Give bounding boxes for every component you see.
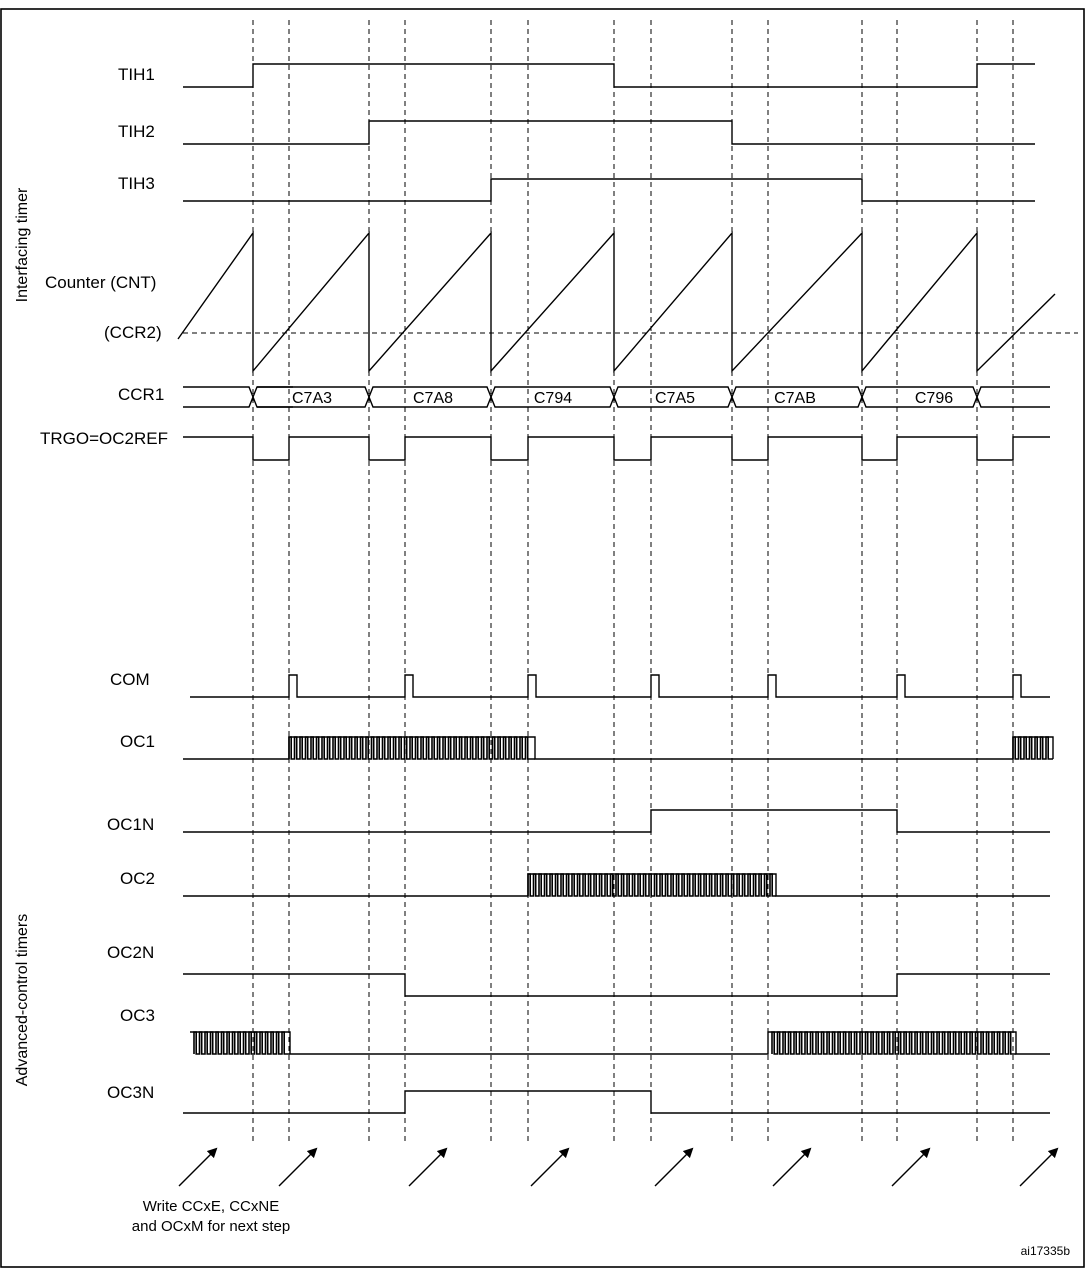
write-step-arrow-icon — [179, 1149, 216, 1186]
oc2-pwm-burst — [528, 874, 776, 896]
com-label: COM — [110, 670, 150, 689]
oc1-pwm-burst — [289, 737, 535, 759]
counter-sawtooth — [178, 233, 1055, 371]
write-step-arrow-icon — [892, 1149, 929, 1186]
ccr1-bus-top — [183, 387, 293, 407]
guide-lines — [253, 20, 1013, 1145]
tih1-label: TIH1 — [118, 65, 155, 84]
ccr1-value: C7A5 — [654, 390, 696, 407]
ccr1-value: C7AB — [774, 390, 816, 407]
write-step-arrow-icon — [773, 1149, 810, 1186]
oc2n-label: OC2N — [107, 943, 155, 962]
ccr1-bus-bottom — [183, 387, 293, 407]
write-step-arrows — [179, 1149, 1057, 1186]
oc1n-label: OC1N — [107, 815, 155, 834]
write-step-note-line1: Write CCxE, CCxNE — [142, 1198, 280, 1215]
oc3-pwm-burst — [194, 1032, 290, 1054]
write-step-arrow-icon — [279, 1149, 316, 1186]
ccr2-label: (CCR2) — [104, 323, 162, 342]
tih1-waveform — [183, 64, 1035, 87]
tih3-label: TIH3 — [118, 174, 155, 193]
write-step-arrow-icon — [409, 1149, 446, 1186]
com-waveform — [190, 675, 1050, 697]
interfacing-timer-label: Interfacing timer — [14, 187, 31, 303]
pwm-pulse-train — [194, 1032, 290, 1054]
pwm-pulse-train — [1013, 737, 1053, 759]
pwm-pulse-train — [772, 1032, 1016, 1054]
trgo-label: TRGO=OC2REF — [40, 429, 168, 448]
write-step-arrow-icon — [531, 1149, 568, 1186]
pwm-pulse-train — [289, 737, 535, 759]
oc3n-waveform — [183, 1091, 1050, 1113]
figure-id: ai17335b — [1020, 1244, 1070, 1258]
oc2n-waveform — [183, 974, 1050, 996]
ccr1-value: C7A8 — [412, 390, 454, 407]
write-step-arrow-icon — [1020, 1149, 1057, 1186]
ccr1-value: C7A3 — [291, 390, 333, 407]
oc1-label: OC1 — [120, 732, 155, 751]
tih3-waveform — [183, 179, 1035, 201]
tih2-waveform — [183, 121, 1035, 144]
write-step-note-line2: and OCxM for next step — [131, 1218, 291, 1235]
ccr1-label: CCR1 — [118, 385, 165, 404]
oc3-label: OC3 — [120, 1006, 155, 1025]
oc3n-label: OC3N — [107, 1083, 155, 1102]
oc1n-waveform — [183, 810, 1050, 832]
oc2-label: OC2 — [120, 869, 155, 888]
oc1-pwm-burst — [1013, 737, 1053, 759]
oc3-pwm-burst — [772, 1032, 1016, 1054]
ccr1-value: C794 — [533, 390, 573, 407]
counter-label: Counter (CNT) — [45, 273, 157, 292]
trgo-waveform — [183, 437, 1050, 460]
ccr1-value: C796 — [914, 390, 954, 407]
write-step-arrow-icon — [655, 1149, 692, 1186]
pwm-pulse-train — [528, 874, 776, 896]
diagram-frame — [1, 9, 1084, 1267]
advanced-control-timers-label: Advanced-control timers — [14, 913, 31, 1087]
tih2-label: TIH2 — [118, 122, 155, 141]
